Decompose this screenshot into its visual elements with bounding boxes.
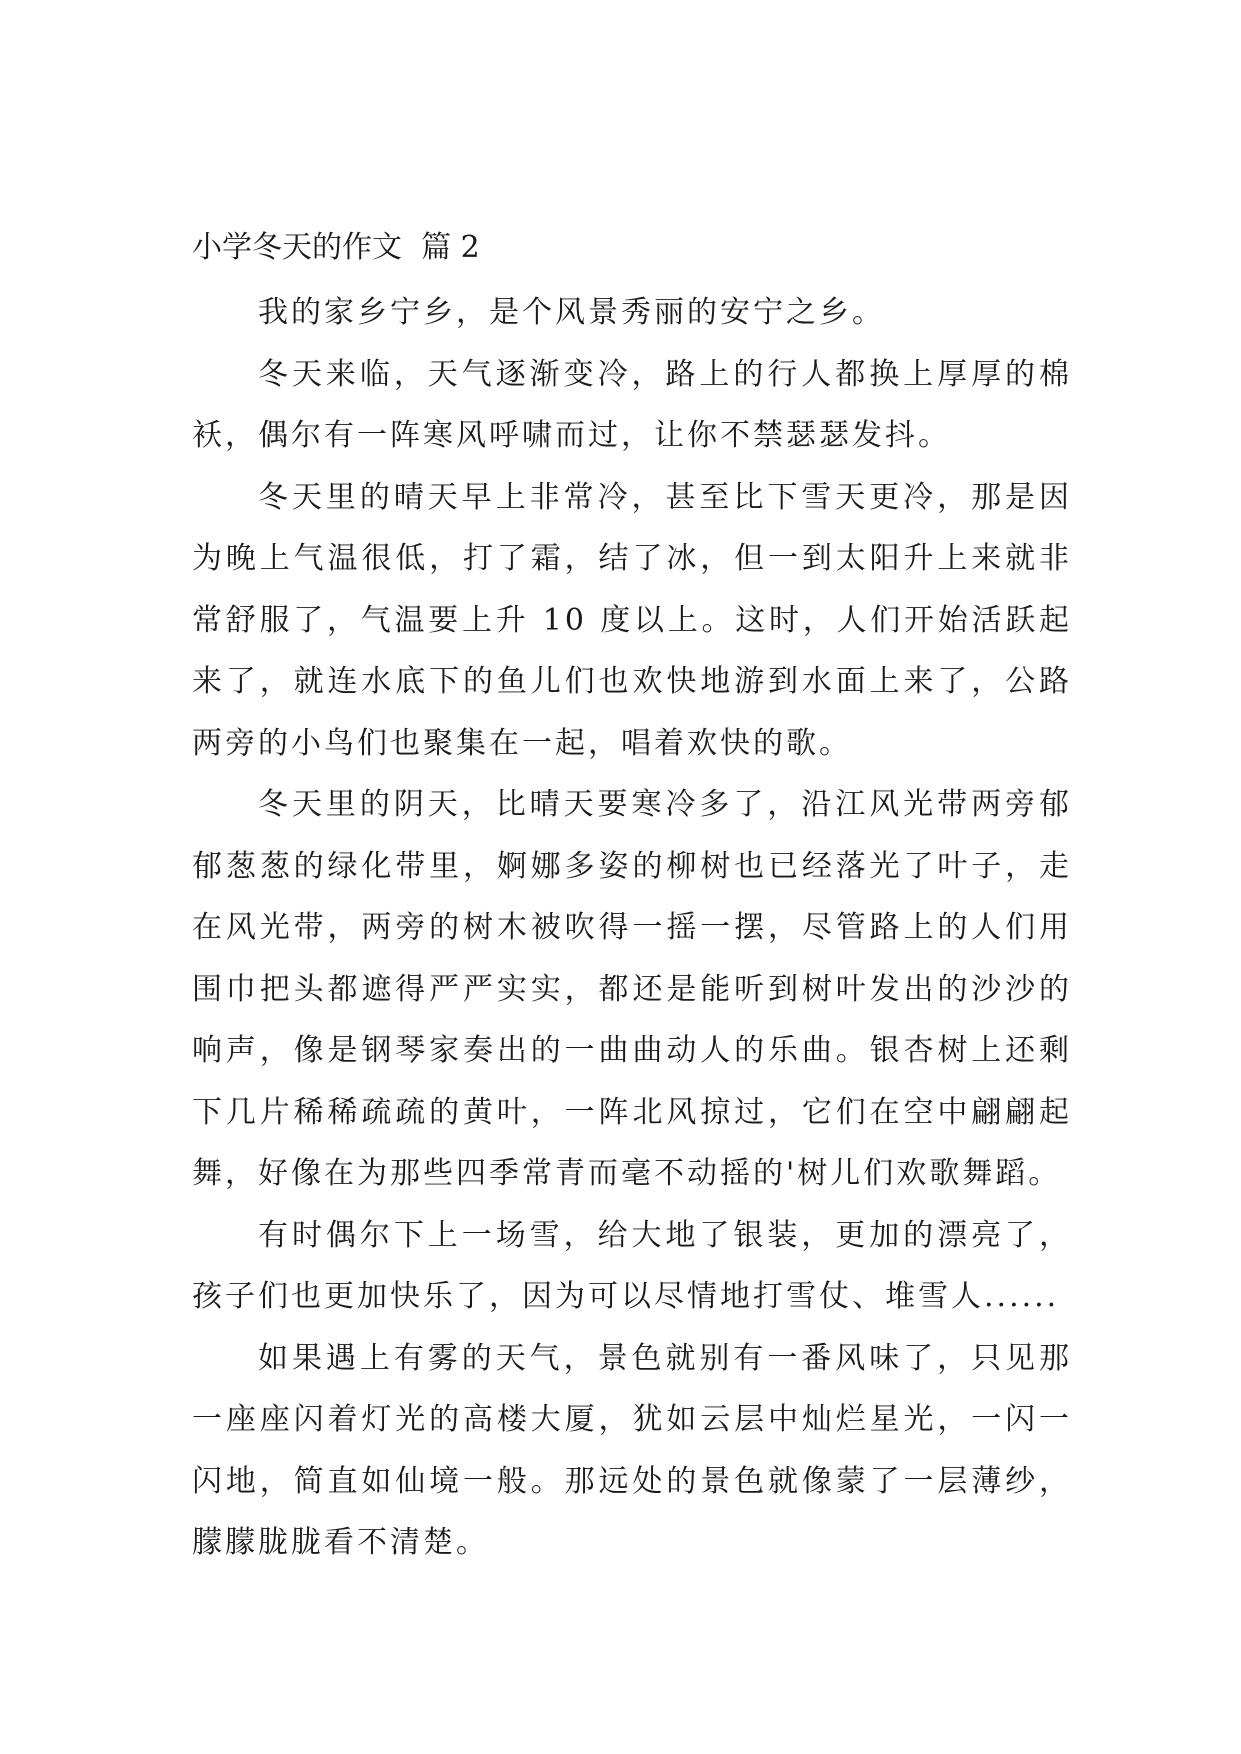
paragraph-2: 冬天来临，天气逐渐变冷，路上的行人都换上厚厚的棉袄，偶尔有一阵寒风呼啸而过，让你不禁瑟瑟发抖。 [192,356,1072,453]
paragraph-5: 有时偶尔下上一场雪，给大地了银装，更加的漂亮了，孩子们也更加快乐了，因为可以尽情地打雪仗、堆雪人...... [192,1217,1072,1314]
paragraph-1: 我的家乡宁乡，是个风景秀丽的安宁之乡。 [258,295,885,330]
document-title: 小学冬天的作文 篇 2 [192,230,480,265]
document-page [192,220,1072,1574]
paragraph-3: 冬天里的晴天早上非常冷，甚至比下雪天更冷，那是因为晚上气温很低，打了霜，结了冰，但一到太阳升上来就非常舒服了，气温要上升 10 度以上。这时，人们开始活跃起来了，就连水底下的鱼儿们也欢快地游到水面上来了，公路两旁的小鸟们也聚集在一起，唱着欢快的歌。 [192,479,1072,761]
paragraph-4: 冬天里的阴天，比晴天要寒冷多了，沿江风光带两旁郁郁葱葱的绿化带里，婀娜多姿的柳树也已经落光了叶子，走在风光带，两旁的树木被吹得一摇一摆，尽管路上的人们用围巾把头都遮得严严实实，都还是能听到树叶发出的沙沙的响声，像是钢琴家奏出的一曲曲动人的乐曲。银杏树上还剩下几片稀稀疏疏的黄叶，一阵北风掠过，它们在空中翩翩起舞，好像在为那些四季常青而毫不动摇的'树儿们欢歌舞蹈。 [192,787,1072,1191]
paragraph-6: 如果遇上有雾的天气，景色就别有一番风味了，只见那一座座闪着灯光的高楼大厦，犹如云层中灿烂星光，一闪一闪地，简直如仙境一般。那远处的景色就像蒙了一层薄纱，朦朦胧胧看不清楚。 [192,1340,1072,1560]
